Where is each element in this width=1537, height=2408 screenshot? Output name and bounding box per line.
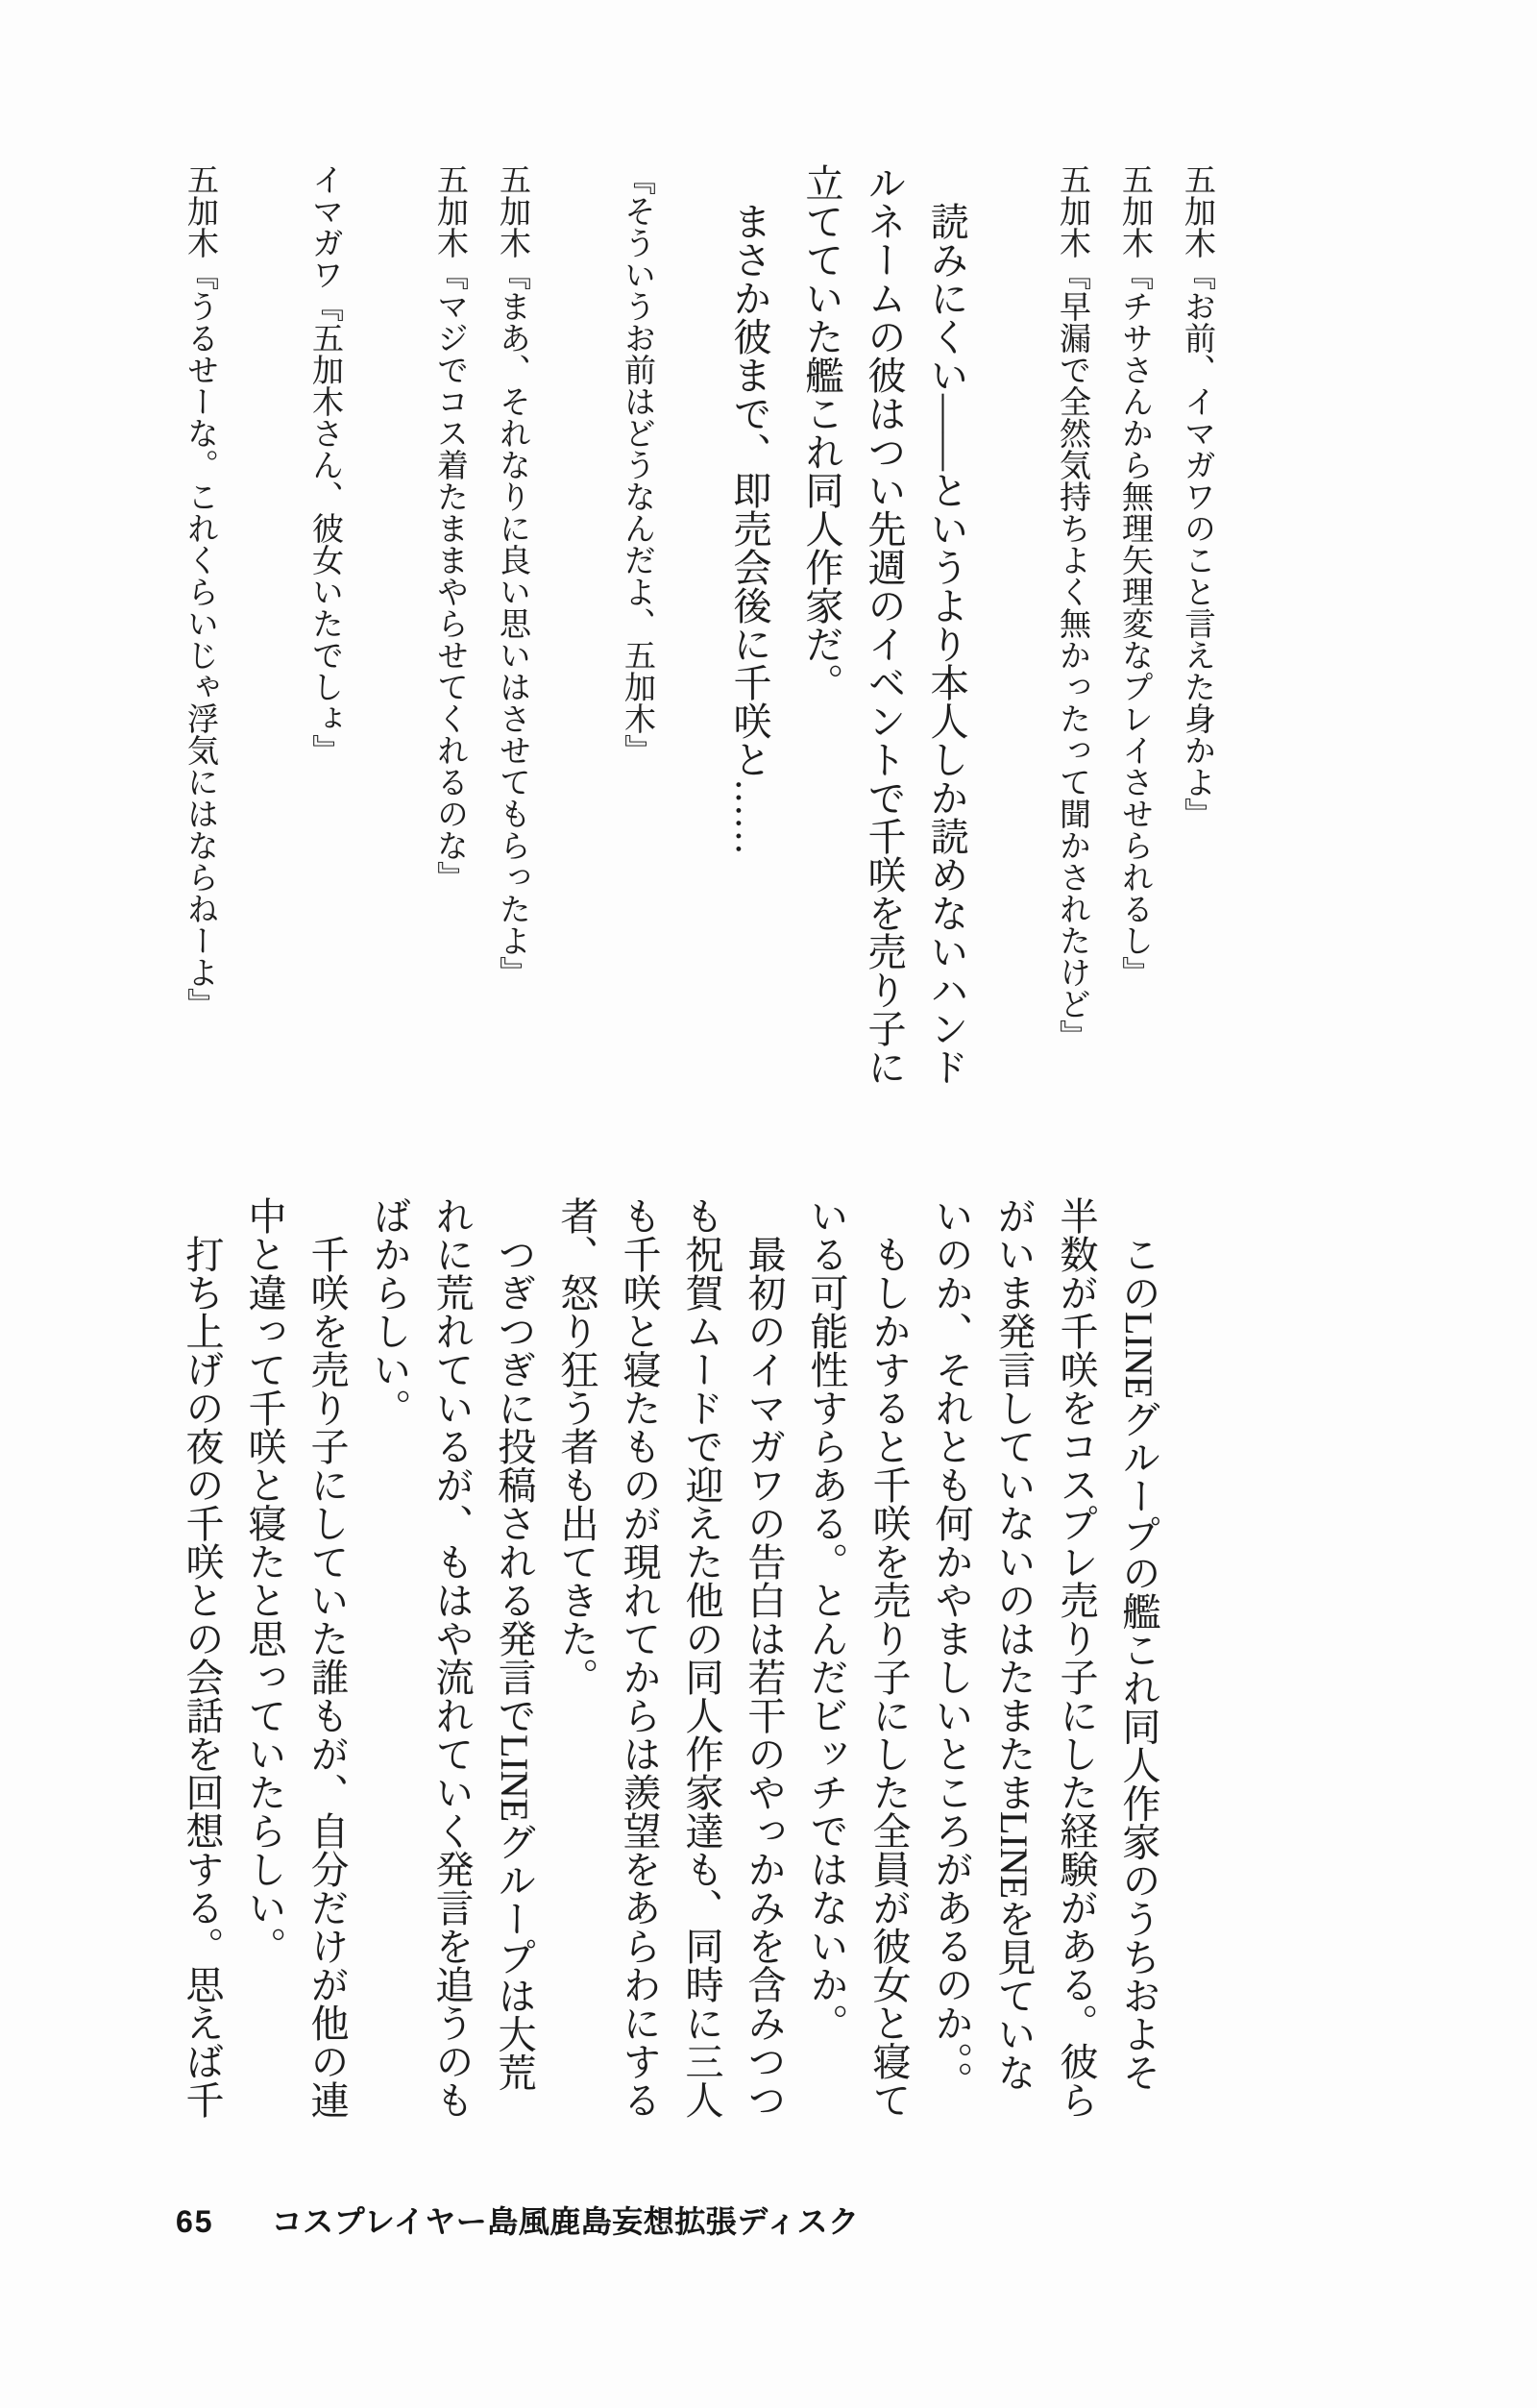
narrative-column: も千咲と寝たものが現れてからは羨望をあらわにする — [618, 1196, 661, 2119]
dialogue-text-block — [168, 163, 1228, 1139]
narrative-column: ばからしい。 — [368, 1196, 411, 1427]
footer-title: コスプレイヤー島風鹿島妄想拡張ディスク — [271, 2204, 860, 2239]
narrative-text-block — [171, 1196, 1170, 2273]
page-number: 65 — [176, 2204, 214, 2239]
narrative-column: いのか、それとも何かやましいところがあるのか。。 — [930, 1196, 973, 2100]
narrative-column: もしかすると千咲を売り子にした全員が彼女と寝て — [867, 1196, 911, 2119]
dialogue-column: 五加木『チサさんから無理矢理変なプレイさせられるし』 — [1117, 163, 1152, 988]
narrative-column: れに荒れているが、もはや流れていく発言を追うのも — [430, 1196, 474, 2119]
narrative-column: 者、怒り狂う者も出てきた。 — [555, 1196, 598, 1696]
dialogue-column: 五加木『うるせーな。これくらいじゃ浮気にはならねーよ』 — [183, 163, 217, 1020]
narrative-column: つぎつぎに投稿される発言でLINEグループは大荒 — [493, 1196, 536, 2092]
narrative-column: いる可能性すらある。とんだビッチではないか。 — [805, 1196, 848, 2042]
narrative-column: がいま発言していないのはたまたまLINEを見ていな — [992, 1196, 1036, 2092]
dialogue-column: 『そういうお前はどうなんだよ、五加木』 — [620, 163, 654, 766]
narrative-column: まさか彼まで、即売会後に千咲と…… — [728, 163, 771, 855]
dialogue-column: 五加木『まあ、それなりに良い思いはさせてもらったよ』 — [495, 163, 529, 988]
dialogue-column: イマガワ『五加木さん、彼女いたでしょ』 — [307, 163, 342, 766]
narrative-column: 読みにくい――というより本人しか読めないハンド — [925, 163, 968, 1086]
narrative-column: このLINEグループの艦これ同人作家のうちおよそ — [1117, 1196, 1160, 2092]
narrative-column: 千咲を売り子にしていた誰もが、自分だけが他の連 — [305, 1196, 349, 2119]
narrative-column: 中と違って千咲と寝たと思っていたらしい。 — [243, 1196, 286, 1965]
narrative-column: 半数が千咲をコスプレ売り子にした経験がある。彼ら — [1055, 1196, 1098, 2119]
page-footer — [176, 2198, 860, 2242]
narrative-column: ルネームの彼はつい先週のイベントで千咲を売り子に — [863, 163, 906, 1086]
narrative-column: 打ち上げの夜の千咲との会話を回想する。思えば千 — [181, 1196, 224, 2119]
narrative-column: も祝賀ムードで迎えた他の同人作家達も、同時に三人 — [680, 1196, 723, 2119]
narrative-column: 立てていた艦これ同人作家だ。 — [800, 163, 843, 701]
dialogue-column: 五加木『早漏で全然気持ちよく無かったって聞かされたけど』 — [1055, 163, 1089, 1051]
narrative-column: 最初のイマガワの告白は若干のやっかみを含みつつ — [743, 1196, 786, 2119]
dialogue-column: 五加木『マジでコス着たままやらせてくれるのな』 — [432, 163, 467, 893]
dialogue-column: 五加木『お前、イマガワのこと言えた身かよ』 — [1180, 163, 1214, 829]
